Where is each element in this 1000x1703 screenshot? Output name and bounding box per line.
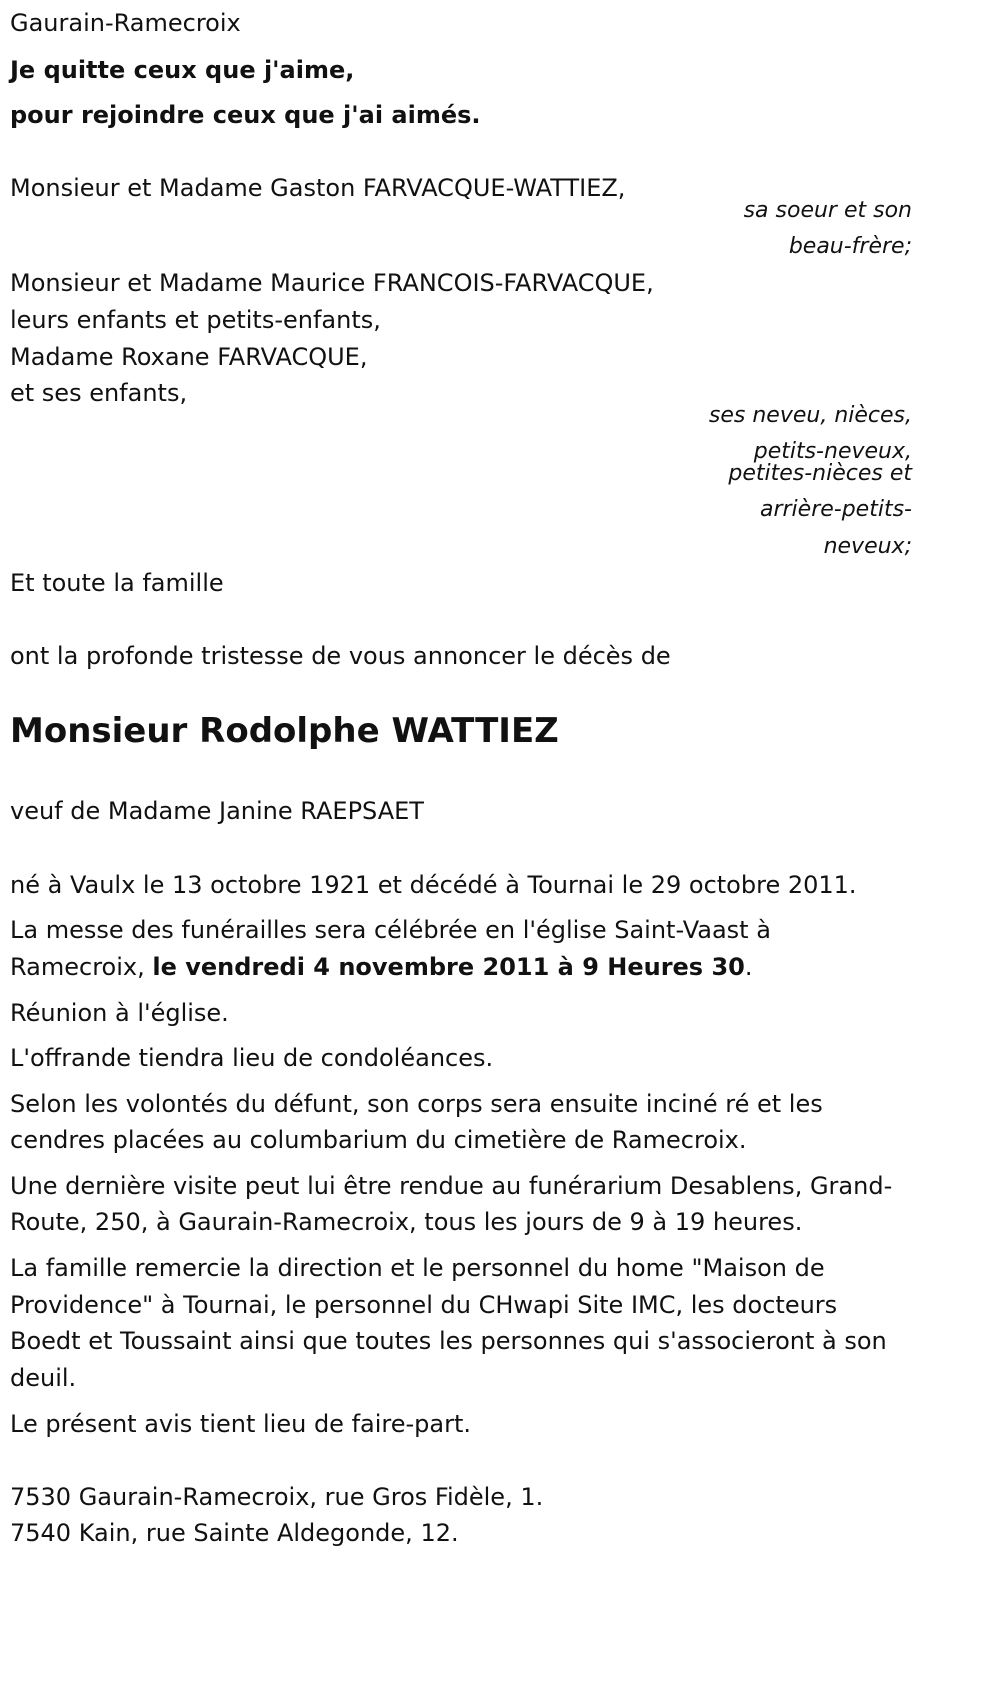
wishes-line-1: Selon les volontés du défunt, son corps sera ensuite inciné ré et les bbox=[10, 1090, 823, 1118]
thanks-line-3: Boedt et Toussaint ainsi que toutes les personnes qui s'associeront à son bbox=[10, 1327, 887, 1355]
family-line-5: et ses enfants, bbox=[10, 379, 188, 407]
mass-date-time: le vendredi 4 novembre 2011 à 9 Heures 30 bbox=[152, 953, 745, 981]
whole-family: Et toute la famille bbox=[10, 569, 224, 597]
family-line-2: Monsieur et Madame Maurice FRANCOIS-FARVACQUE, bbox=[10, 269, 654, 297]
family-role-2-line-4: arrière-petits- bbox=[759, 497, 912, 522]
mass-line-2-suffix: . bbox=[744, 953, 753, 981]
mass-line-2 bbox=[10, 952, 753, 982]
address-line-1: 7530 Gaurain-Ramecroix, rue Gros Fidèle, 1. bbox=[10, 1483, 544, 1511]
announcement: ont la profonde tristesse de vous annoncer le décès de bbox=[10, 642, 671, 670]
birth-death: né à Vaulx le 13 octobre 1921 et décédé à Tournai le 29 octobre 2011. bbox=[10, 871, 857, 899]
offering: L'offrande tiendra lieu de condoléances. bbox=[10, 1044, 494, 1072]
wishes-line-2: cendres placées au columbarium du cimetière de Ramecroix. bbox=[10, 1126, 747, 1154]
widow-of: veuf de Madame Janine RAEPSAET bbox=[10, 797, 424, 825]
mass-line-1: La messe des funérailles sera célébrée en l'église Saint-Vaast à bbox=[10, 916, 771, 944]
family-line-3: leurs enfants et petits-enfants, bbox=[10, 306, 381, 334]
family-role-2-line-5: neveux; bbox=[823, 534, 912, 559]
quote-line-1: Je quitte ceux que j'aime, bbox=[10, 56, 355, 84]
address-line-2: 7540 Kain, rue Sainte Aldegonde, 12. bbox=[10, 1519, 459, 1547]
visit-line-1: Une dernière visite peut lui être rendue au funérarium Desablens, Grand- bbox=[10, 1172, 893, 1200]
family-role-1-line-1: sa soeur et son bbox=[743, 198, 912, 223]
thanks-line-1: La famille remercie la direction et le personnel du home "Maison de bbox=[10, 1254, 825, 1282]
family-line-4: Madame Roxane FARVACQUE, bbox=[10, 343, 368, 371]
mass-line-2-prefix: Ramecroix, bbox=[10, 953, 153, 981]
visit-line-2: Route, 250, à Gaurain-Ramecroix, tous les jours de 9 à 19 heures. bbox=[10, 1208, 803, 1236]
thanks-line-4: deuil. bbox=[10, 1364, 77, 1392]
deceased-name: Monsieur Rodolphe WATTIEZ bbox=[10, 711, 559, 751]
family-role-2-line-3: petites-nièces et bbox=[728, 461, 912, 486]
family-role-1-line-2: beau-frère; bbox=[788, 234, 912, 259]
family-role-2-line-2: petits-neveux, bbox=[753, 439, 912, 464]
thanks-line-2: Providence" à Tournai, le personnel du CHwapi Site IMC, les docteurs bbox=[10, 1291, 838, 1319]
notice: Le présent avis tient lieu de faire-part. bbox=[10, 1410, 472, 1438]
quote-line-2: pour rejoindre ceux que j'ai aimés. bbox=[10, 101, 481, 129]
family-role-2-line-1: ses neveu, nièces, bbox=[708, 403, 912, 428]
family-line-1: Monsieur et Madame Gaston FARVACQUE-WATTIEZ, bbox=[10, 174, 626, 202]
meeting: Réunion à l'église. bbox=[10, 999, 229, 1027]
location-title: Gaurain-Ramecroix bbox=[10, 9, 241, 37]
